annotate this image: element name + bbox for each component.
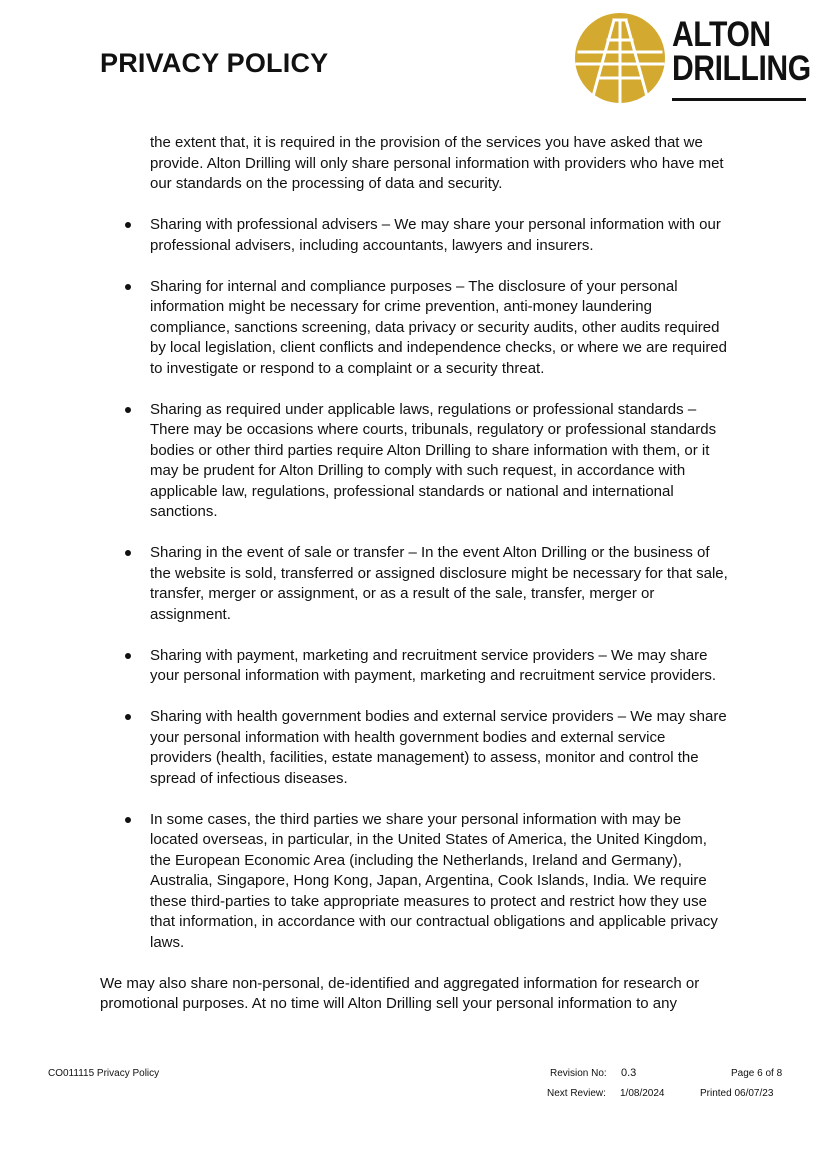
bullet-dot: [125, 653, 131, 659]
bullet-text: Sharing as required under applicable laws, regulations or professional standards – There may be occasions where courts, tribunals, regulatory or professional standards bodies or other third parties require Alton Drilling to share information with them, or it may be prudent for Alton Drilling to comply with such request, in accordance with applicable law, regulations, professional standards or national and international sanctions.: [150, 400, 717, 520]
logo-word-alton: ALTON: [672, 15, 771, 54]
footer-doc-id: CO011115 Privacy Policy: [48, 1068, 160, 1079]
bullet-dot: [125, 222, 131, 228]
logo-word-drilling: DRILLING: [672, 49, 811, 88]
page-title: PRIVACY POLICY: [100, 48, 329, 78]
list-item: [100, 810, 730, 954]
footer-revision-value: 0.3: [621, 1067, 637, 1079]
footer-page-number: Page 6 of 8: [731, 1068, 783, 1079]
sharing-bullet-list: [100, 215, 730, 953]
footer-review-value: 1/08/2024: [620, 1088, 665, 1099]
lead-paragraph: the extent that, it is required in the provision of the services you have asked that we provide. Alton Drilling will only share personal information with providers who have met our standards on the processing of data and security.: [150, 134, 724, 192]
list-item: [100, 543, 730, 625]
list-item: [100, 707, 730, 789]
bullet-text: Sharing with payment, marketing and recruitment service providers – We may share your personal information with payment, marketing and recruitment service providers.: [150, 646, 717, 684]
bullet-text: Sharing in the event of sale or transfer – In the event Alton Drilling or the business of the website is sold, transferred or assigned disclosure might be necessary for that sale, transfer, merger or assignment, or as a result of the sale, transfer, merger or assignment.: [150, 544, 728, 623]
logo-underline: [672, 98, 806, 101]
list-item: [100, 646, 730, 687]
bullet-dot: [125, 817, 131, 823]
bullet-dot: [125, 284, 131, 290]
bullet-dot: [125, 550, 131, 556]
bullet-dot: [125, 407, 131, 413]
closing-paragraph: We may also share non-personal, de-identified and aggregated information for research or promotional purposes. At no time will Alton Drilling sell your personal information to any: [100, 974, 700, 1012]
bullet-dot: [125, 714, 131, 720]
footer-printed-date: Printed 06/07/23: [700, 1088, 774, 1099]
footer-review-label: Next Review:: [547, 1088, 606, 1099]
policy-body: [100, 133, 730, 1015]
bullet-text: Sharing with health government bodies and external service providers – We may share your personal information with health government bodies and external service providers (health, facilities, estate management) to assess, monitor and control the spread of infectious diseases.: [150, 708, 727, 787]
list-item: [100, 215, 730, 256]
bullet-text: In some cases, the third parties we share your personal information with may be located overseas, in particular, in the United States of America, the United Kingdom, the European Economic Area (including the Netherlands, Ireland and Germany), Australia, Singapore, Hong Kong, Japan, Argentina, Cook Islands, India. We require these third-parties to take appropriate measures to protect and restrict how they use that information, in accordance with our contractual obligations and applicable privacy laws.: [150, 810, 718, 951]
footer-revision-label: Revision No:: [550, 1068, 607, 1079]
bullet-text: Sharing for internal and compliance purposes – The disclosure of your personal information might be necessary for crime prevention, anti-money laundering compliance, sanctions screening, data privacy or security audits, other audits required by local legislation, client conflicts and independence checks, or where we are required to investigate or respond to a complaint or a security threat.: [150, 277, 727, 377]
list-item: [100, 400, 730, 523]
list-item: [100, 277, 730, 380]
alton-drilling-logo: [574, 12, 810, 104]
drill-rig-icon: [574, 12, 666, 104]
logo-wordmark: [672, 15, 811, 88]
bullet-text: Sharing with professional advisers – We may share your personal information with our professional advisers, including accountants, lawyers and insurers.: [150, 216, 721, 254]
